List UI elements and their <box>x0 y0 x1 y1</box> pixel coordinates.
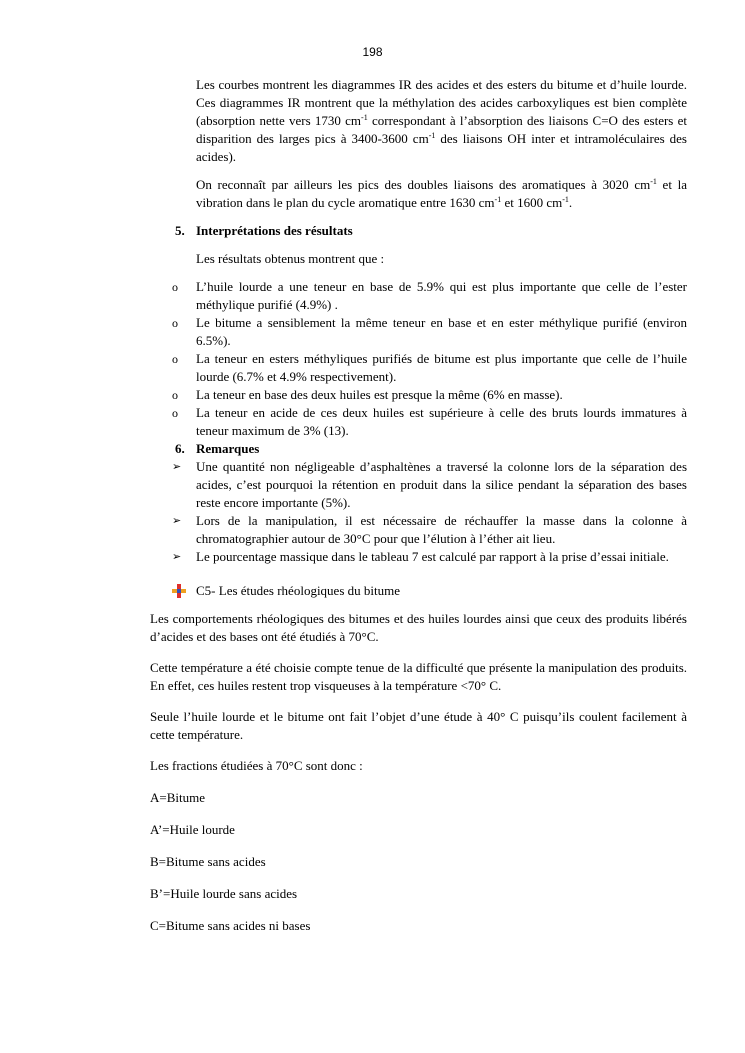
list-item-text: La teneur en base des deux huiles est presque la même (6% en masse). <box>196 387 563 402</box>
text-run: et la vibration dans le plan du cycle aromatique entre 1630 cm <box>196 177 687 210</box>
circle-bullet-icon: o <box>172 406 178 420</box>
fraction-line: C=Bitume sans acides ni bases <box>150 918 311 933</box>
intro-paragraph-2 <box>196 176 687 212</box>
superscript: -1 <box>562 195 569 204</box>
list-item-text: Une quantité non négligeable d’asphaltènes a traversé la colonne lors de la séparation des acides, c’est pourquoi la rétention en produit dans la silice pendant la séparation des bases reste encore importante (5%). <box>196 459 687 510</box>
superscript: -1 <box>494 195 502 204</box>
superscript: -1 <box>650 177 657 186</box>
fraction-line: B=Bitume sans acides <box>150 854 266 869</box>
list-item <box>150 386 687 404</box>
intro-paragraph-1 <box>196 76 687 166</box>
c5-paragraph: Les fractions étudiées à 70°C sont donc : <box>150 758 363 773</box>
section-5-heading <box>150 222 687 240</box>
section-5-number: 5. <box>175 223 185 238</box>
c5-title: C5- Les études rhéologiques du bitume <box>196 583 400 598</box>
text-run: On reconnaît par ailleurs les pics des doubles liaisons des aromatiques à 3020 cm <box>196 177 651 192</box>
circle-bullet-icon: o <box>172 352 178 366</box>
list-item <box>150 512 687 548</box>
list-item <box>150 548 687 566</box>
intro-section <box>150 76 687 212</box>
list-item-text: La teneur en esters méthyliques purifiés de bitume est plus importante que celle de l’huile lourde (6.7% et 4.9% respectivement). <box>196 351 687 384</box>
section-5-title: Interprétations des résultats <box>196 223 353 238</box>
list-item-text: Le pourcentage massique dans le tableau 7 est calculé par rapport à la prise d’essai initiale. <box>196 549 669 564</box>
list-item-text: Le bitume a sensiblement la même teneur en base et en ester méthylique purifié (environ 6.5%). <box>196 315 687 348</box>
section-6-heading <box>150 440 687 458</box>
text-run: des liaisons OH inter et intramoléculaires des acides). <box>196 131 687 164</box>
list-item-text: Lors de la manipulation, il est nécessaire de réchauffer la masse dans la colonne à chromatographier autour de 30°C pour que l’élution à l’éther ait lieu. <box>196 513 687 546</box>
c5-paragraph: Les comportements rhéologiques des bitumes et des huiles lourdes ainsi que ceux des produits libérés d’acides et des bases ont été étudiés à 70°C. <box>150 611 687 644</box>
list-item <box>150 278 687 314</box>
list-item <box>150 350 687 386</box>
list-item <box>150 314 687 350</box>
arrow-bullet-icon: ➢ <box>172 461 182 473</box>
text-run: et 1600 cm <box>501 195 563 210</box>
c5-body <box>150 610 687 935</box>
circle-bullet-icon: o <box>172 280 178 294</box>
colored-cross-bullet-icon <box>172 584 186 598</box>
section-6-title: Remarques <box>196 441 260 456</box>
superscript: -1 <box>361 113 368 122</box>
circle-bullet-icon: o <box>172 316 178 330</box>
arrow-bullet-icon: ➢ <box>172 551 182 563</box>
page-number: 198 <box>362 45 383 59</box>
circle-bullet-icon: o <box>172 388 178 402</box>
section-5-list <box>150 278 687 440</box>
c5-paragraph: Cette température a été choisie compte tenue de la difficulté que présente la manipulation des produits. En effet, ces huiles restent trop visqueuses à la température <70° C. <box>150 660 687 693</box>
list-item-text: La teneur en acide de ces deux huiles est supérieure à celle des bruts lourds immatures à teneur maximum de 3% (13). <box>196 405 687 438</box>
fraction-line: A’=Huile lourde <box>150 822 235 837</box>
list-item-text: L’huile lourde a une teneur en base de 5.9% qui est plus importante que celle de l’ester méthylique purifié (4.9%) . <box>196 279 687 312</box>
c5-heading <box>150 582 687 600</box>
list-item <box>150 458 687 512</box>
document-body <box>150 76 687 949</box>
section-5-lead: Les résultats obtenus montrent que : <box>196 251 385 266</box>
text-run: . <box>568 195 573 210</box>
text-run: correspondant à l’absorption des liaisons C=O des esters et disparition des larges pics à 3400-3600 cm <box>196 113 687 146</box>
text-run: Les courbes montrent les diagrammes IR des acides et des esters du bitume et d’huile lourde. Ces diagrammes IR montrent que la méthylation des acides carboxyliques est bien complète (absorption nette vers 1730 cm <box>196 77 687 128</box>
c5-paragraph: Seule l’huile lourde et le bitume ont fait l’objet d’une étude à 40° C puisqu’ils coulent facilement à cette température. <box>150 709 687 742</box>
arrow-bullet-icon: ➢ <box>172 515 182 527</box>
fraction-line: B’=Huile lourde sans acides <box>150 886 298 901</box>
section-6-number: 6. <box>175 441 185 456</box>
section-6-list <box>150 458 687 566</box>
superscript: -1 <box>428 131 436 140</box>
fraction-line: A=Bitume <box>150 790 205 805</box>
list-item <box>150 404 687 440</box>
